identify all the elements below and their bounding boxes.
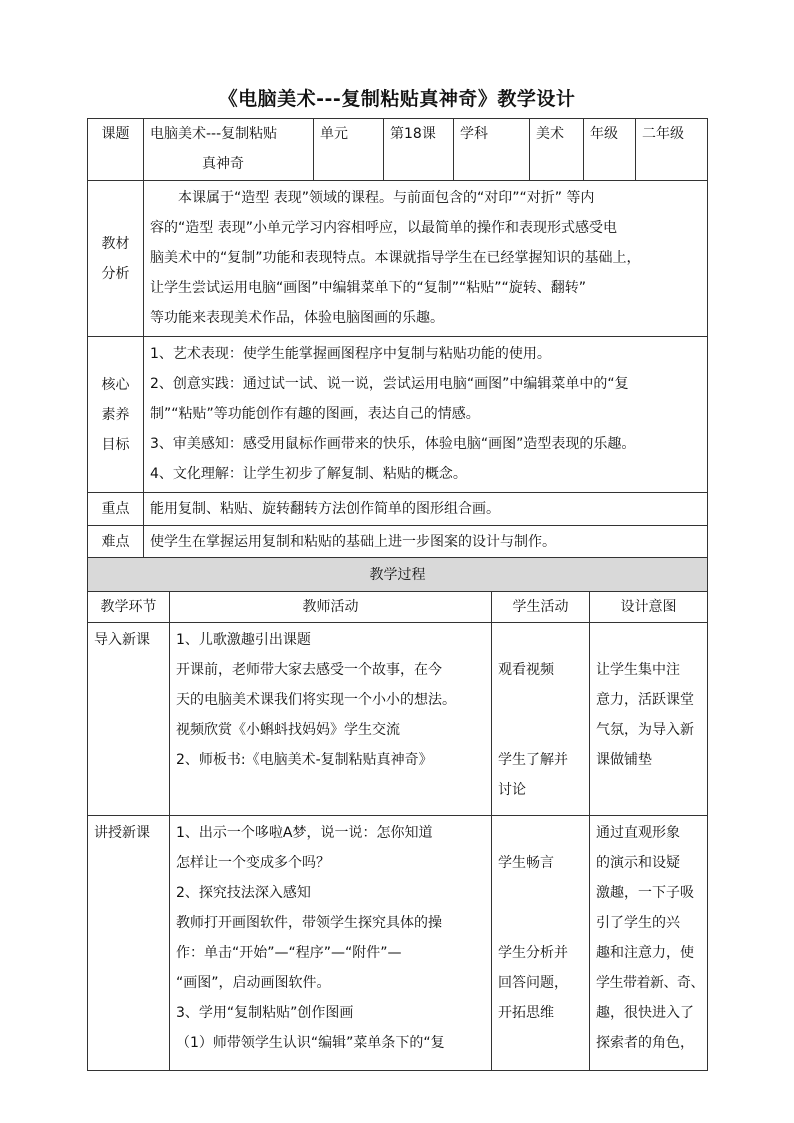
difficulty-row: [88, 526, 708, 558]
teacher-line: 教师打开画图软件，带领学生探究具体的操: [176, 915, 442, 931]
teacher-line: 怎样让一个变成多个吗？: [176, 855, 330, 871]
intent-line: 学生带着新、奇、: [596, 975, 704, 991]
student-line: [498, 625, 583, 655]
student-cell: [492, 816, 590, 1071]
process-header-row: [88, 558, 708, 592]
goals-label-line3: 目标: [101, 436, 130, 453]
column-header-stage: 教学环节: [88, 592, 170, 623]
student-line: 讨论: [498, 782, 526, 798]
student-line: 开拓思维: [498, 1005, 554, 1021]
lesson-value: [144, 119, 314, 181]
analysis-text: [144, 181, 708, 337]
key-point-row: [88, 493, 708, 526]
teacher-line: （1）师带领学生认识“编辑”菜单条下的“复: [176, 1035, 445, 1051]
goal-line: 制”“粘贴”等功能创作有趣的图画，表达自己的情感。: [150, 406, 480, 422]
goals-label-line2: 素养: [101, 406, 130, 423]
goals-label-line1: 核心: [101, 376, 130, 393]
info-row: [88, 119, 708, 181]
column-header-student: 学生活动: [492, 592, 590, 623]
intent-line: 趣和注意力，使: [596, 945, 694, 961]
intent-line: 引了学生的兴: [596, 915, 680, 931]
subject-value: 美术: [530, 119, 584, 181]
teacher-line: “画图”，启动画图软件。: [176, 975, 331, 991]
student-line: [498, 685, 583, 715]
student-cell: [492, 623, 590, 816]
student-line: 学生畅言: [498, 855, 554, 871]
student-line: 学生分析并: [498, 945, 568, 961]
goals-row: [88, 337, 708, 493]
teacher-cell: [170, 623, 492, 816]
teacher-line: 天的电脑美术课我们将实现一个小小的想法。: [176, 692, 456, 708]
intent-line: 探索者的角色，: [596, 1035, 694, 1051]
goal-line: 3、审美感知：感受用鼠标作画带来的快乐，体验电脑“画图”造型表现的乐趣。: [150, 436, 636, 452]
intent-cell: [590, 623, 708, 816]
goal-line: 1、艺术表现：使学生能掌握画图程序中复制与粘贴功能的使用。: [150, 346, 551, 362]
intent-line: 激趣，一下子吸: [596, 885, 694, 901]
stage-cell: 讲授新课: [88, 816, 170, 1071]
lesson-value-line1: 电脑美术---复制粘贴: [150, 126, 278, 142]
intent-line: 气氛，为导入新: [596, 722, 694, 738]
subject-label: 学科: [454, 119, 530, 181]
unit-value: 第18课: [384, 119, 454, 181]
student-line: [498, 878, 583, 908]
student-line: 回答问题，: [498, 975, 568, 991]
key-point-text: 能用复制、粘贴、旋转翻转方法创作简单的图形组合画。: [144, 493, 708, 526]
analysis-line: 等功能来表现美术作品，体验电脑图画的乐趣。: [150, 310, 444, 326]
difficulty-label: 难点: [88, 526, 144, 558]
analysis-line: 脑美术中的“复制”功能和表现特点。本课就指导学生在已经掌握知识的基础上，: [150, 250, 641, 266]
goal-line: 4、文化理解：让学生初步了解复制、粘贴的概念。: [150, 466, 467, 482]
intent-line: 让学生集中注: [596, 662, 680, 678]
intent-line: [596, 625, 701, 655]
process-header: 教学过程: [88, 558, 708, 592]
goals-text: [144, 337, 708, 493]
intent-line: 的演示和设疑: [596, 855, 680, 871]
column-header-teacher: 教师活动: [170, 592, 492, 623]
analysis-label: [88, 181, 144, 337]
goal-line: 2、创意实践：通过试一试、说一说，尝试运用电脑“画图”中编辑菜单中的“复: [150, 376, 629, 392]
stage-cell: 导入新课: [88, 623, 170, 816]
teacher-line: 2、探究技法深入感知: [176, 885, 311, 901]
teacher-line: 1、儿歌激趣引出课题: [176, 632, 311, 648]
lesson-value-line2: 真神奇: [202, 156, 244, 172]
student-line: 观看视频: [498, 662, 554, 678]
teacher-line: 2、师板书:《电脑美术-复制粘贴真神奇》: [176, 752, 433, 768]
analysis-label-line1: 教材: [101, 235, 130, 252]
difficulty-text: 使学生在掌握运用复制和粘贴的基础上进一步图案的设计与制作。: [144, 526, 708, 558]
teacher-line: 作：单击“开始”—“程序”—“附件”—: [176, 945, 402, 961]
intent-line: 意力，活跃课堂: [596, 692, 694, 708]
process-table: [87, 557, 708, 1071]
unit-label: 单元: [314, 119, 384, 181]
student-line: [498, 1028, 583, 1058]
goals-label: [88, 337, 144, 493]
analysis-line: 让学生尝试运用电脑“画图”中编辑菜单下的“复制”“粘贴”“旋转、翻转”: [150, 280, 587, 296]
intent-line: 通过直观形象: [596, 825, 680, 841]
intent-cell: [590, 816, 708, 1071]
student-line: 学生了解并: [498, 752, 568, 768]
student-line: [498, 715, 583, 745]
student-line: [498, 908, 583, 938]
grade-value: 二年级: [636, 119, 708, 181]
analysis-line: 本课属于“造型 表现”领域的课程。与前面包含的“对印”“对折” 等内: [178, 190, 595, 206]
document-title: 《电脑美术---复制粘贴真神奇》教学设计: [218, 88, 576, 110]
intent-line: 课做铺垫: [596, 752, 652, 768]
info-table: [87, 118, 708, 558]
teacher-line: 3、学用“复制粘贴”创作图画: [176, 1005, 354, 1021]
table-row: [88, 816, 708, 1071]
student-line: [498, 818, 583, 848]
analysis-row: [88, 181, 708, 337]
process-columns-row: [88, 592, 708, 623]
intent-line: 趣，很快进入了: [596, 1005, 694, 1021]
teacher-cell: [170, 816, 492, 1071]
analysis-label-line2: 分析: [101, 265, 130, 282]
key-point-label: 重点: [88, 493, 144, 526]
column-header-intent: 设计意图: [590, 592, 708, 623]
table-row: [88, 623, 708, 816]
teacher-line: 开课前，老师带大家去感受一个故事，在今: [176, 662, 442, 678]
lesson-label: 课题: [88, 119, 144, 181]
analysis-line: 容的“造型 表现”小单元学习内容相呼应，以最简单的操作和表现形式感受电: [150, 220, 617, 236]
teacher-line: 1、出示一个哆啦A梦，说一说：怎你知道: [176, 825, 433, 841]
teacher-line: 视频欣赏《小蝌蚪找妈妈》学生交流: [176, 722, 400, 738]
grade-label: 年级: [584, 119, 636, 181]
